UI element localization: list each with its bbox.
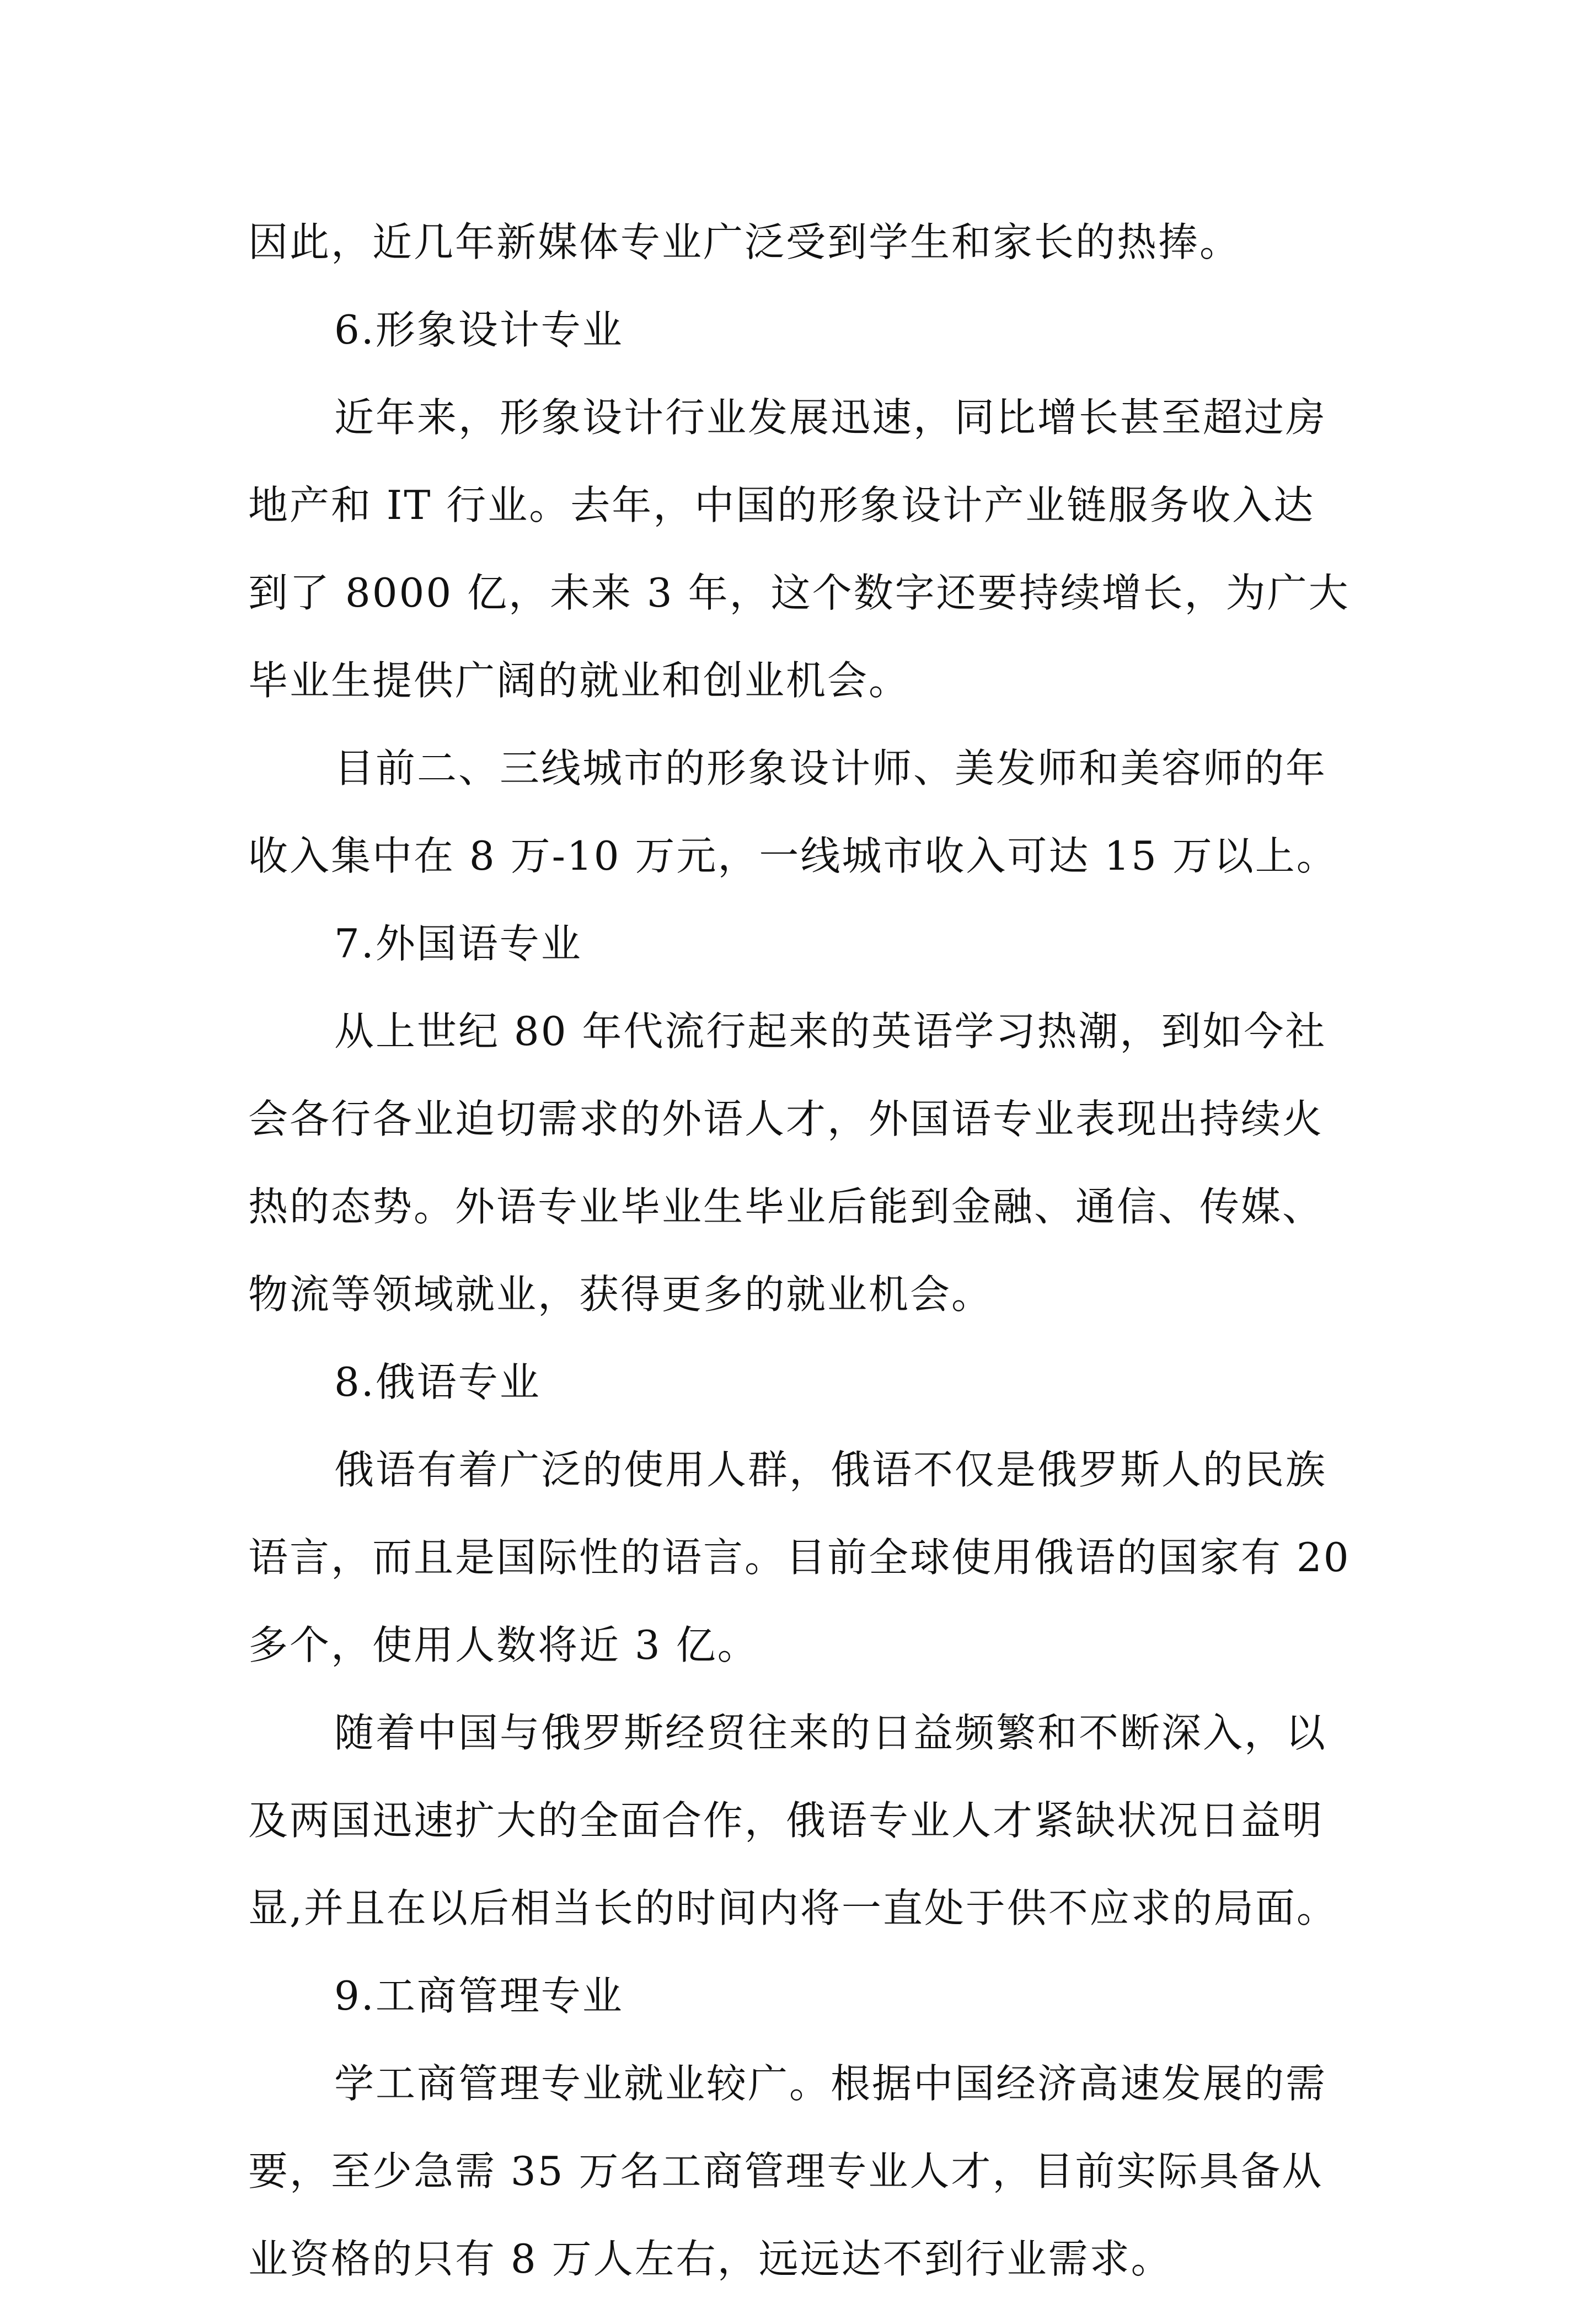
paragraph-line: 近年来，形象设计行业发展迅速，同比增长甚至超过房 — [334, 394, 1327, 441]
paragraph-line: 到了 8000 亿，未来 3 年，这个数字还要持续增长，为广大 — [248, 570, 1350, 616]
paragraph-line: 随着中国与俄罗斯经贸往来的日益频繁和不断深入，以 — [334, 1710, 1327, 1756]
paragraph-line: 要，至少急需 35 万名工商管理专业人才，目前实际具备从 — [248, 2148, 1324, 2194]
document-page — [248, 199, 1373, 2303]
paragraph-line: 业资格的只有 8 万人左右，远远达不到行业需求。 — [248, 2236, 1172, 2282]
paragraph-line: 从上世纪 80 年代流行起来的英语学习热潮，到如今社 — [334, 1008, 1327, 1054]
paragraph-line: 收入集中在 8 万-10 万元，一线城市收入可达 15 万以上。 — [248, 833, 1338, 879]
paragraph-line: 物流等领域就业，获得更多的就业机会。 — [248, 1271, 993, 1317]
paragraph-line: 地产和 IT 行业。去年，中国的形象设计产业链服务收入达 — [248, 482, 1315, 528]
paragraph-line: 会各行各业迫切需求的外语人才，外国语专业表现出持续火 — [248, 1096, 1324, 1142]
section-heading: 8.俄语专业 — [334, 1359, 541, 1405]
paragraph-line: 学工商管理专业就业较广。根据中国经济高速发展的需 — [334, 2060, 1327, 2107]
paragraph-line: 目前二、三线城市的形象设计师、美发师和美容师的年 — [334, 745, 1327, 791]
paragraph-line: 毕业生提供广阔的就业和创业机会。 — [248, 657, 911, 704]
paragraph-line: 因此，近几年新媒体专业广泛受到学生和家长的热捧。 — [248, 219, 1241, 265]
section-heading: 6.形象设计专业 — [334, 307, 624, 353]
section-heading: 7.外国语专业 — [334, 920, 582, 967]
paragraph-line: 显,并且在以后相当长的时间内将一直处于供不应求的局面。 — [248, 1885, 1338, 1931]
section-heading: 9.工商管理专业 — [334, 1973, 624, 2019]
paragraph-line: 语言，而且是国际性的语言。目前全球使用俄语的国家有 20 — [248, 1534, 1351, 1581]
paragraph-line: 热的态势。外语专业毕业生毕业后能到金融、通信、传媒、 — [248, 1183, 1324, 1230]
paragraph-line: 多个，使用人数将近 3 亿。 — [248, 1622, 759, 1668]
paragraph-line: 及两国迅速扩大的全面合作，俄语专业人才紧缺状况日益明 — [248, 1797, 1324, 1844]
paragraph-line: 俄语有着广泛的使用人群，俄语不仅是俄罗斯人的民族 — [334, 1447, 1327, 1493]
